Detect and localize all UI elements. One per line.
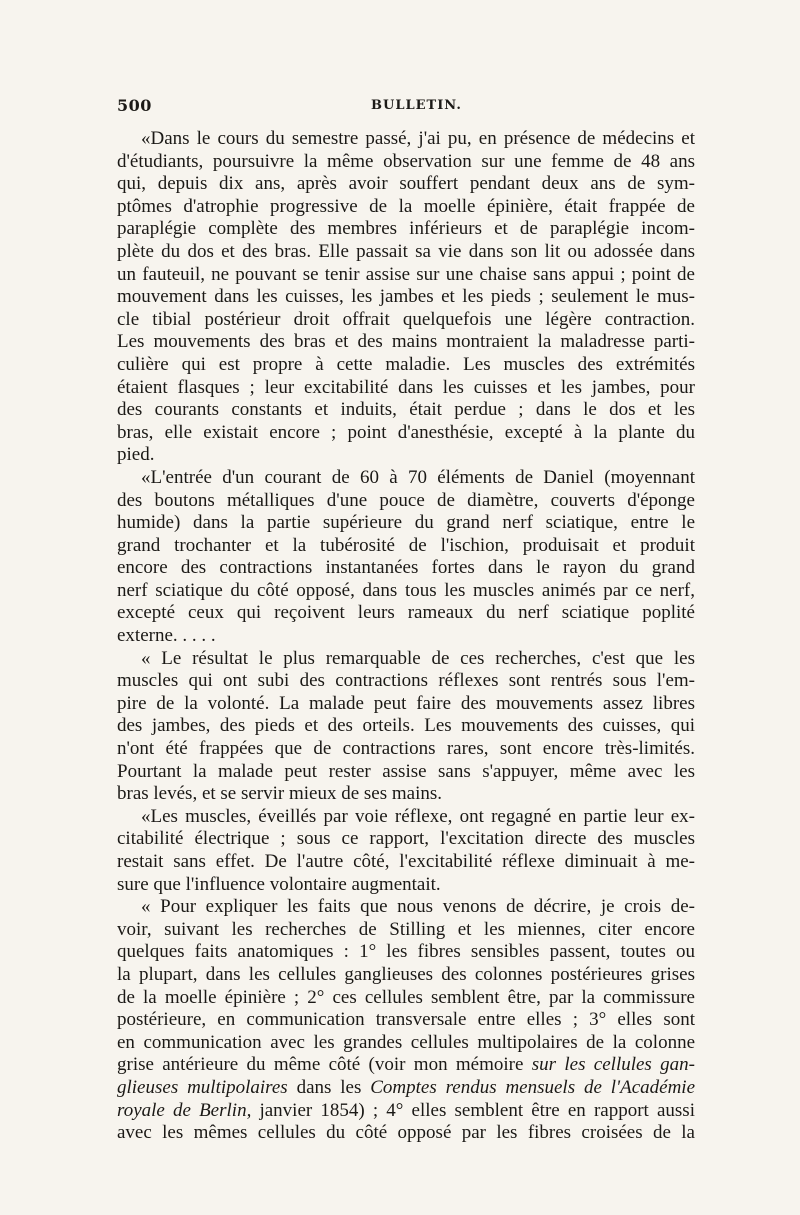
text-line <box>117 1100 695 1123</box>
text-line: postérieure, en communication transversale entre elles ; 3° elles sont <box>117 1009 695 1031</box>
text-line: quelques faits anatomiques : 1° les fibres sensibles passent, toutes ou <box>117 941 695 963</box>
text-line: « Le résultat le plus remarquable de ces recherches, c'est que les <box>141 647 695 669</box>
text-line: externe. . . . . <box>117 625 216 647</box>
text-line: cle tibial postérieur droit offrait quelquefois une légère contraction. <box>117 308 695 330</box>
text-line: pied. <box>117 444 155 466</box>
text-line: bras, elle existait encore ; point d'anesthésie, excepté à la plante du <box>117 421 695 443</box>
text-line: humide) dans la partie supérieure du grand nerf sciatique, entre le <box>117 512 695 534</box>
paragraph-5 <box>117 896 695 1145</box>
text-line: pire de la volonté. La malade peut faire des mouvements assez libres <box>117 692 695 714</box>
text-line: n'ont été frappées que de contractions rares, sont encore très-limités. <box>117 738 695 760</box>
text-line: «L'entrée d'un courant de 60 à 70 éléments de Daniel (moyennant <box>141 466 695 488</box>
text-segment: grise antérieure du même côté (voir mon mémoire <box>117 1054 524 1076</box>
text-segment: janvier 1854) ; 4° elles semblent être en rapport aussi <box>259 1099 695 1121</box>
text-line: étaient flasques ; leur excitabilité dans les cuisses et les jambes, pour <box>117 376 695 398</box>
body-text <box>117 128 695 1145</box>
text-line: plète du dos et des bras. Elle passait sa vie dans son lit ou adossée dans <box>117 240 695 262</box>
page-number: 500 <box>117 96 152 115</box>
italic-segment: glieuses multipolaires <box>117 1076 288 1098</box>
text-line: sure que l'influence volontaire augmentait. <box>117 873 441 895</box>
running-head <box>117 96 695 120</box>
text-line: citabilité électrique ; sous ce rapport, l'excitation directe des muscles <box>117 828 695 850</box>
text-line: un fauteuil, ne pouvant se tenir assise sur une chaise sans appui ; point de <box>117 263 695 285</box>
text-line: «Dans le cours du semestre passé, j'ai pu, en présence de médecins et <box>141 128 695 149</box>
paragraph-3 <box>117 648 695 806</box>
text-line: bras levés, et se servir mieux de ses mains. <box>117 783 443 805</box>
running-title: BULLETIN. <box>371 98 462 113</box>
text-line: grand trochanter et la tubérosité de l'ischion, produisait et produit <box>117 534 695 556</box>
text-line <box>117 1054 695 1077</box>
paragraph-4 <box>117 806 695 896</box>
text-line: ptômes d'atrophie progressive de la moelle épinière, était frappée de <box>117 195 695 217</box>
text-line: «Les muscles, éveillés par voie réflexe, ont regagné en partie leur ex- <box>141 805 695 827</box>
italic-segment: royale de Berlin, <box>117 1099 252 1121</box>
text-line: de la moelle épinière ; 2° ces cellules semblent être, par la commissure <box>117 986 695 1008</box>
text-line: voir, suivant les recherches de Stilling et les miennes, citer encore <box>117 918 695 940</box>
text-line: Les mouvements des bras et des mains montraient la maladresse parti- <box>117 331 695 353</box>
text-line: la plupart, dans les cellules ganglieuses des colonnes postérieures grises <box>117 963 695 985</box>
paragraph-2 <box>117 467 695 648</box>
text-line: muscles qui ont subi des contractions réflexes sont rentrés sous l'em- <box>117 670 695 692</box>
text-line <box>117 1077 695 1100</box>
paragraph-1 <box>117 128 695 467</box>
text-line: qui, depuis dix ans, après avoir souffert pendant deux ans de sym- <box>117 173 695 195</box>
text-line: d'étudiants, poursuivre la même observation sur une femme de 48 ans <box>117 150 695 172</box>
text-segment: dans les <box>296 1076 362 1098</box>
text-line: en communication avec les grandes cellules multipolaires de la colonne <box>117 1031 695 1053</box>
text-line: nerf sciatique du côté opposé, dans tous les muscles animés par ce nerf, <box>117 579 695 601</box>
text-line: des courants constants et induits, était perdue ; dans le dos et les <box>117 399 695 421</box>
text-line: restait sans effet. De l'autre côté, l'excitabilité réflexe diminuait à me- <box>117 851 695 872</box>
text-line: paraplégie complète des membres inférieurs et de paraplégie incom- <box>117 218 695 240</box>
text-line: des boutons métalliques d'une pouce de diamètre, couverts d'éponge <box>117 489 695 511</box>
text-line: encore des contractions instantanées fortes dans le rayon du grand <box>117 557 695 579</box>
text-line: culière qui est propre à cette maladie. Les muscles des extrémités <box>117 353 695 375</box>
italic-segment: Comptes rendus mensuels de l'Académie <box>370 1076 695 1098</box>
text-line: excepté ceux qui reçoivent leurs rameaux du nerf sciatique poplité <box>117 602 695 624</box>
text-line: avec les mêmes cellules du côté opposé par les fibres croisées de la <box>117 1122 695 1144</box>
italic-segment: sur les cellules gan- <box>531 1054 695 1076</box>
text-line: Pourtant la malade peut rester assise sans s'appuyer, même avec les <box>117 760 695 782</box>
text-line: des jambes, des pieds et des orteils. Les mouvements des cuisses, qui <box>117 715 695 737</box>
text-line: mouvement dans les cuisses, les jambes et les pieds ; seulement le mus- <box>117 286 695 308</box>
text-line: « Pour expliquer les faits que nous venons de décrire, je crois de- <box>141 896 695 918</box>
